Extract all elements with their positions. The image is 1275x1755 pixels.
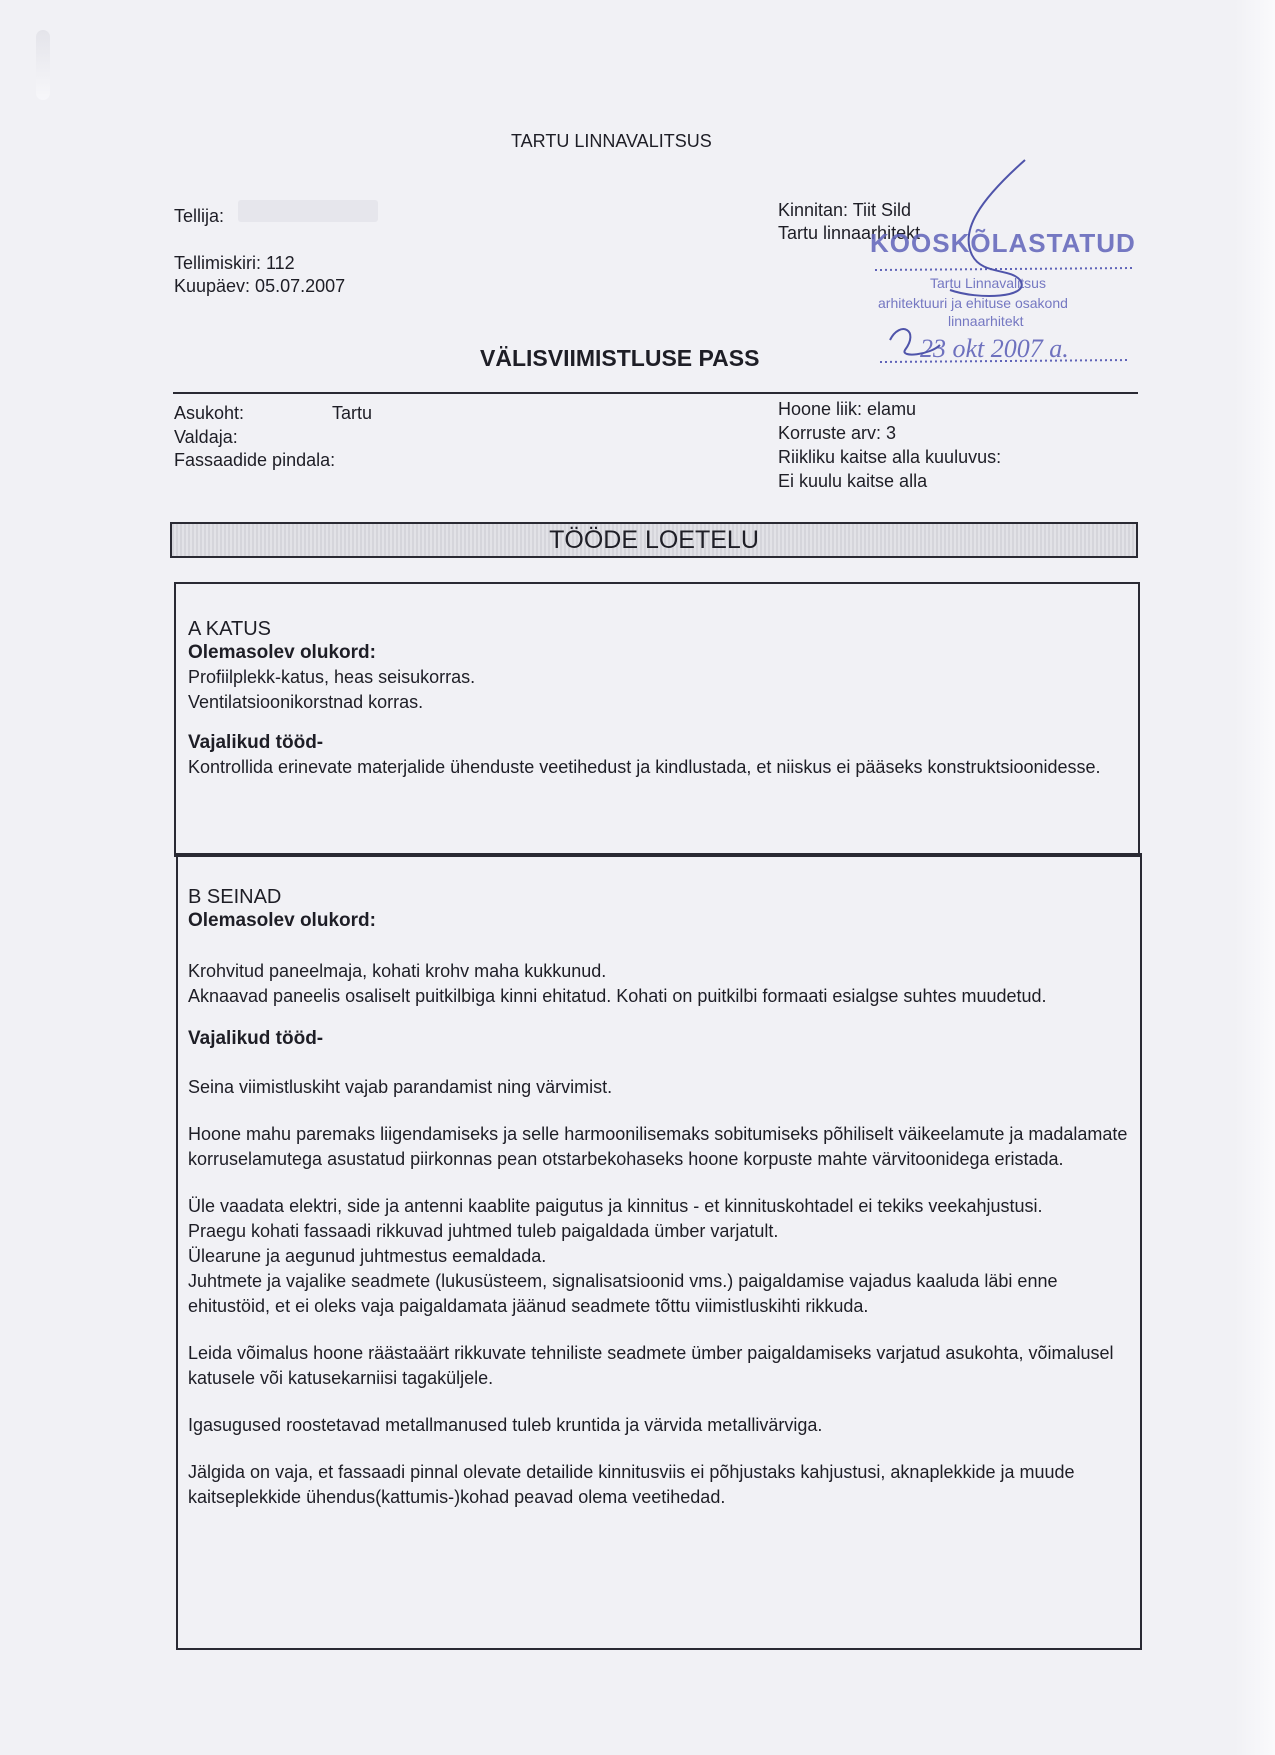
- section-b-current-1: Krohvitud paneelmaja, kohati krohv maha kukkunud.: [188, 961, 607, 981]
- order-date: Kuupäev: 05.07.2007: [174, 276, 346, 296]
- section-a-current-label: Olemasolev olukord:: [188, 642, 376, 663]
- protection-label: Riikliku kaitse alla kuuluvus:: [778, 447, 1002, 467]
- building-type: Hoone liik: elamu: [778, 399, 917, 419]
- works-heading: TÖÖDE LOETELU: [549, 526, 759, 554]
- section-a-needed: Kontrollida erinevate materjalide ühenduste veetihedust ja kindlustada, et niiskus ei pääseks konstruktsioonidesse.: [188, 757, 1101, 777]
- approval-stamp: [860, 150, 1150, 390]
- section-a-current-2: Ventilatsioonikorstnad korras.: [188, 692, 424, 712]
- stamp-date: 23 okt 2007 a.: [920, 334, 1069, 363]
- header-rule: [173, 392, 1138, 394]
- section-b-needed-9: Jälgida on vaja, et fassaadi pinnal olevate detailide kinnitusviis ei põhjustaks kahjustusi, aknaplekkide ja muude kaitseplekkide ühendus(kattumis-)kohad peavad olema veetihedad.: [188, 1462, 1075, 1507]
- floor-count: Korruste arv: 3: [778, 423, 897, 443]
- facade-area-label: Fassaadide pindala:: [174, 450, 336, 470]
- approver-title: Tartu linnaarhitekt: [778, 223, 921, 243]
- section-b-needed-3: Üle vaadata elektri, side ja antenni kaablite paigutus ja kinnitus - et kinnituskohtadel ei tekiks veekahjustusi.: [188, 1196, 1043, 1216]
- location-label: Asukoht:: [174, 403, 245, 423]
- stamp-line3: linnaarhitekt: [948, 313, 1024, 329]
- section-b-needed-8: Igasugused roostetavad metallmanused tuleb kruntida ja värvida metallivärviga.: [188, 1415, 823, 1435]
- section-a: [188, 617, 1128, 780]
- section-b-current-label: Olemasolev olukord:: [188, 910, 376, 931]
- section-a-current-1: Profiilplekk-katus, heas seisukorras.: [188, 667, 476, 687]
- owner-label: Valdaja:: [174, 427, 238, 447]
- location-value: Tartu: [332, 403, 373, 423]
- section-a-needed-label: Vajalikud tööd-: [188, 732, 324, 753]
- section-b-current-2: Aknaavad paneelis osaliselt puitkilbiga kinni ehitatud. Kohati on puitkilbi formaati esialgse suhtes muudetud.: [188, 986, 1047, 1006]
- section-b-needed-6: Juhtmete ja vajalike seadmete (lukusüsteem, signalisatsioonid vms.) paigaldamise vajadus kaaluda läbi enne ehitustöid, et ei oleks vaja paigaldamata jäänud seadmete tõttu viimistluskihti rikkuda.: [188, 1271, 1058, 1316]
- works-heading-banner: [170, 522, 1138, 558]
- section-b-needed-1: Seina viimistluskiht vajab parandamist ning värvimist.: [188, 1077, 613, 1097]
- document-title: VÄLISVIIMISTLUSE PASS: [480, 345, 760, 371]
- section-b-needed-7: Leida võimalus hoone räästaäärt rikkuvate tehniliste seadmete ümber paigaldamiseks varjatud asukohta, võimalusel katusele või katusekarniisi tagaküljele.: [188, 1343, 1114, 1388]
- section-b-needed-4: Praegu kohati fassaadi rikkuvad juhtmed tuleb paigaldada ümber varjatult.: [188, 1221, 779, 1241]
- section-b-needed-label: Vajalikud tööd-: [188, 1028, 324, 1049]
- section-b-title: B SEINAD: [188, 886, 282, 908]
- punch-hole-mark: [36, 30, 50, 100]
- authority-name: TARTU LINNAVALITSUS: [511, 131, 712, 151]
- protection-value: Ei kuulu kaitse alla: [778, 471, 928, 491]
- stamp-line1: Tartu Linnavalitsus: [930, 275, 1046, 291]
- section-b: [188, 885, 1128, 1510]
- section-a-title: A KATUS: [188, 618, 271, 640]
- approved-by: Kinnitan: Tiit Sild: [778, 200, 912, 220]
- section-b-needed-2: Hoone mahu paremaks liigendamiseks ja selle harmoonilisemaks sobitumiseks põhiliselt väikeelamute ja madalamate korruselamutega asustatud piirkonnas pean otstarbekohaseks hoone korpuste mahte värvitoonidega eristada.: [188, 1124, 1128, 1169]
- client-label: Tellija:: [174, 206, 225, 226]
- redacted-client-name: [238, 200, 378, 222]
- page-edge-shadow: [1235, 0, 1275, 1755]
- order-number: Tellimiskiri: 112: [174, 253, 295, 273]
- stamp-line2: arhitektuuri ja ehituse osakond: [878, 295, 1068, 311]
- section-b-needed-5: Ülearune ja aegunud juhtmestus eemaldada.: [188, 1246, 547, 1266]
- stamp-title: KOOSKÕLASTATUD: [870, 228, 1136, 258]
